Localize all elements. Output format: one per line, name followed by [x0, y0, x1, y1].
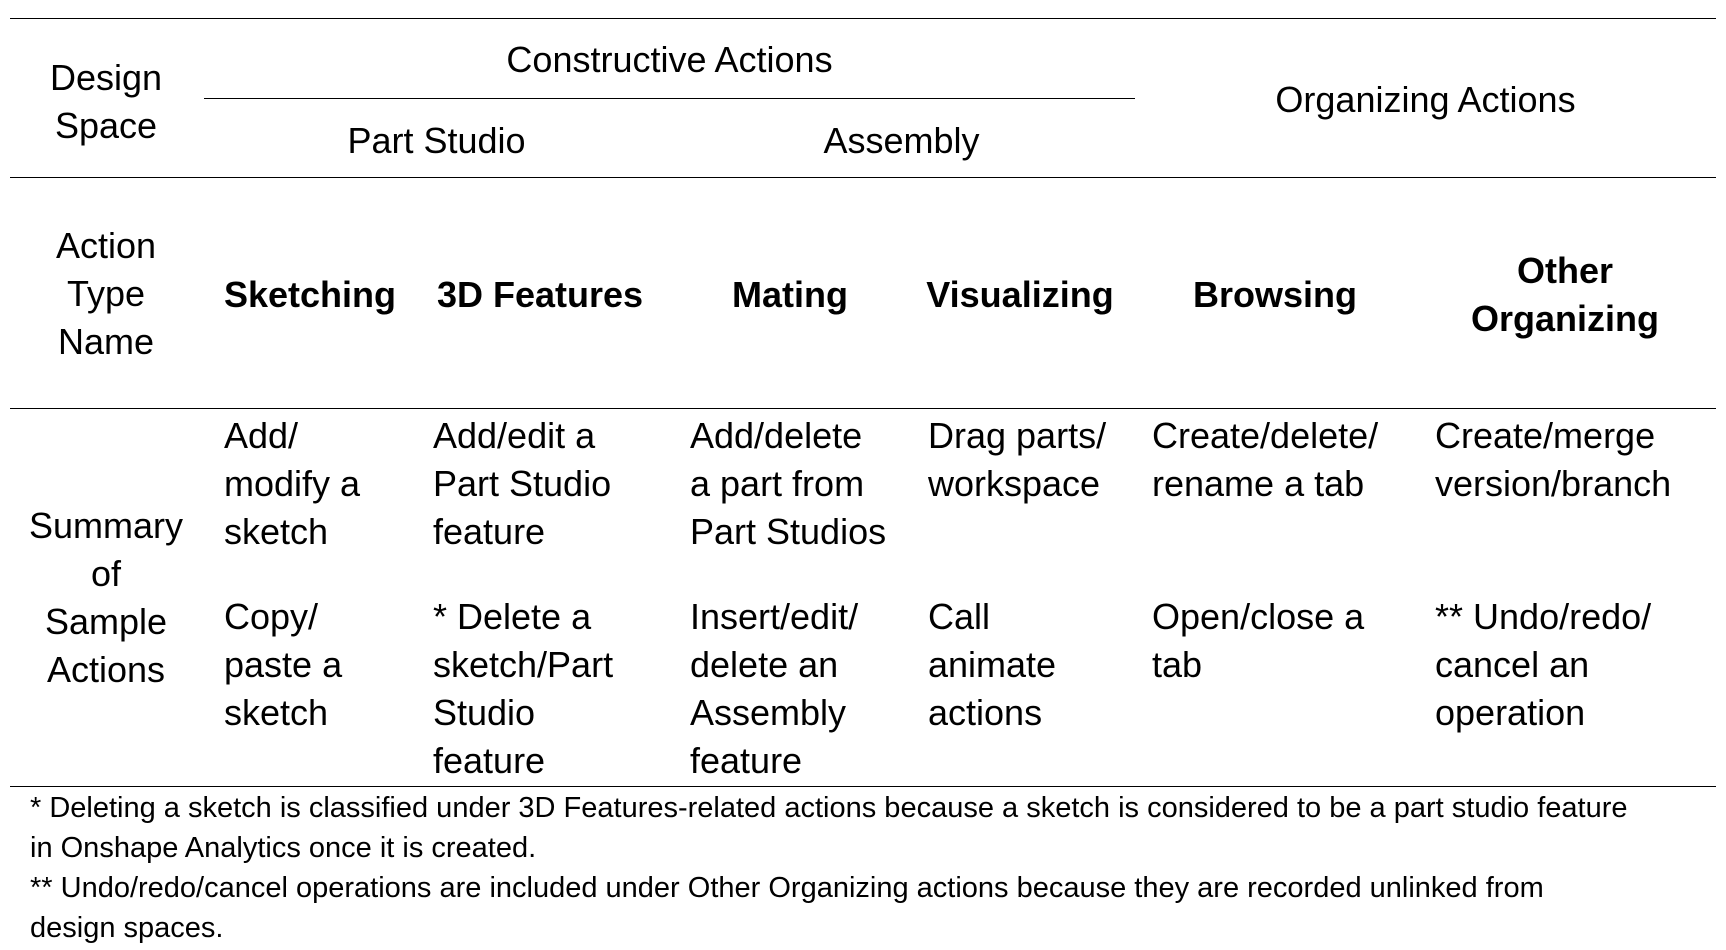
cell-sketching-1: Add/ modify a sketch: [224, 415, 361, 552]
footnote-1: * Deleting a sketch is classified under 3D Features-related actions because a sketch is considered to be a part studio feature in Onshape Analytics once it is created.: [30, 792, 1628, 864]
action-type-bottom-rule: [10, 408, 1716, 409]
assembly-heading: Assembly: [823, 120, 980, 161]
design-space-label: Design Space: [49, 57, 163, 146]
col-sketching: Sketching: [223, 274, 397, 315]
col-other-organizing: Other Organizing: [1471, 250, 1659, 339]
cell-sketching-2: Copy/ paste a sketch: [224, 596, 343, 733]
cell-mating-1: Add/delete a part from Part Studios: [690, 415, 887, 552]
top-rule: [10, 18, 1716, 19]
cell-3d-features-2: * Delete a sketch/Part Studio feature: [433, 596, 614, 781]
summary-label: Summary of Sample Actions: [28, 505, 184, 690]
col-visualizing: Visualizing: [926, 274, 1114, 315]
col-mating: Mating: [732, 274, 848, 315]
footnote-2: ** Undo/redo/cancel operations are included under Other Organizing actions because they are recorded unlinked from design spaces.: [30, 872, 1544, 944]
constructive-actions-heading: Constructive Actions: [506, 39, 833, 80]
constructive-underline: [204, 98, 1135, 99]
cell-other-organizing-1: Create/merge version/branch: [1435, 415, 1672, 504]
cell-other-organizing-2: ** Undo/redo/ cancel an operation: [1435, 596, 1652, 733]
organizing-actions-heading: Organizing Actions: [1275, 79, 1576, 120]
col-browsing: Browsing: [1192, 274, 1357, 315]
cell-browsing-2: Open/close a tab: [1152, 596, 1365, 685]
cell-browsing-1: Create/delete/ rename a tab: [1152, 415, 1379, 504]
col-3d-features: 3D Features: [436, 274, 644, 315]
cell-visualizing-1: Drag parts/ workspace: [928, 415, 1107, 504]
action-type-label: Action Type Name: [55, 225, 157, 362]
cell-visualizing-2: Call animate actions: [928, 596, 1057, 733]
cell-mating-2: Insert/edit/ delete an Assembly feature: [690, 596, 859, 781]
header-bottom-rule: [10, 177, 1716, 178]
table-bottom-rule: [10, 786, 1716, 787]
cell-3d-features-1: Add/edit a Part Studio feature: [433, 415, 612, 552]
part-studio-heading: Part Studio: [347, 120, 526, 161]
